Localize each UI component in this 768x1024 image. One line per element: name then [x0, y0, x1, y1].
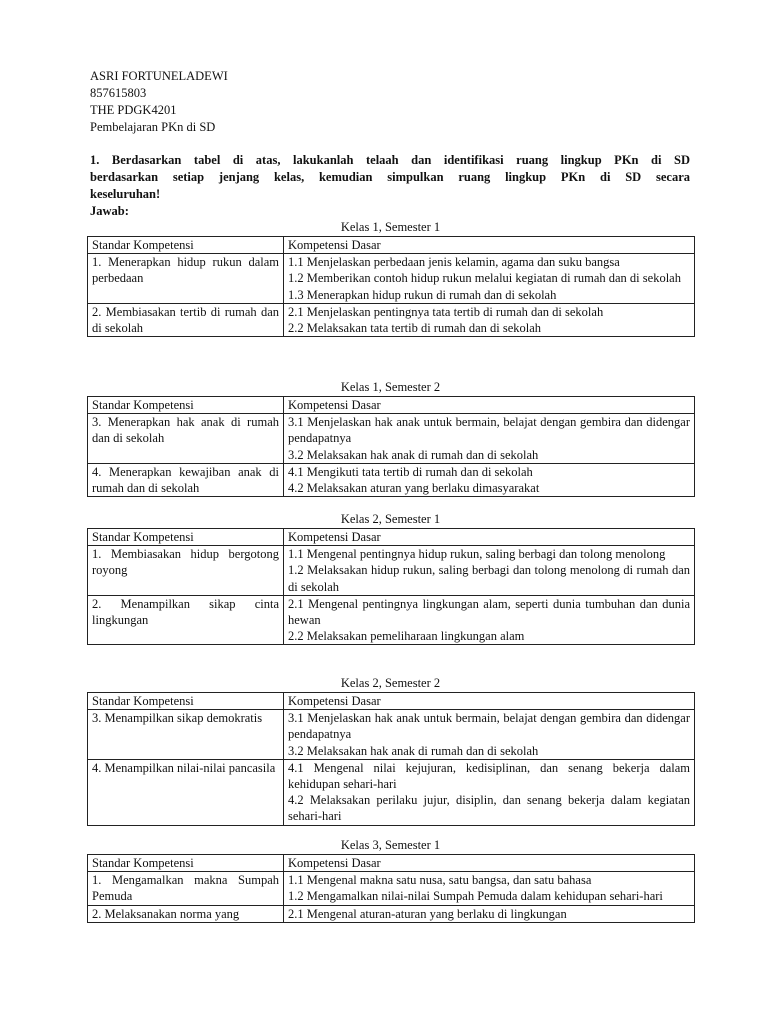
standar-kompetensi-cell: 2. Melaksanakan norma yang	[88, 905, 284, 922]
question-line: berdasarkan setiap jenjang kelas, kemudian simpulkan ruang lingkup PKn di SD secara	[90, 170, 690, 184]
kompetensi-dasar-item: 1.3 Menerapkan hidup rukun di rumah dan di sekolah	[288, 287, 557, 302]
kompetensi-dasar-item: 4.1 Mengikuti tata tertib di rumah dan di sekolah	[288, 464, 533, 479]
competency-table	[87, 854, 695, 923]
standar-kompetensi-cell: 2. Membiasakan tertib di rumah dan di sekolah	[88, 303, 284, 336]
kompetensi-dasar-item: 2.1 Mengenal aturan-aturan yang berlaku di lingkungan	[288, 906, 567, 921]
table-row	[88, 546, 695, 596]
kelas-table-block	[87, 379, 694, 497]
table-row	[88, 254, 695, 304]
kompetensi-dasar-cell	[284, 759, 695, 825]
kompetensi-dasar-item: 4.2 Melaksakan perilaku jujur, disiplin, dan senang bekerja dalam kegiatan sehari-hari	[288, 793, 690, 824]
kompetensi-dasar-item: 3.1 Menjelaskan hak anak untuk bermain, belajat dengan gembira dan didengar pendapatnya	[288, 415, 690, 446]
kompetensi-dasar-item: 2.2 Melaksakan tata tertib di rumah dan di sekolah	[288, 321, 542, 336]
kelas-table-block	[87, 511, 694, 645]
kelas-title: Kelas 2, Semester 2	[340, 676, 441, 690]
kompetensi-dasar-cell	[284, 905, 695, 922]
kompetensi-dasar-cell	[284, 463, 695, 496]
table-row	[88, 463, 695, 496]
kompetensi-dasar-cell	[284, 303, 695, 336]
kompetensi-dasar-cell	[284, 595, 695, 645]
kelas-title: Kelas 1, Semester 1	[340, 220, 441, 234]
standar-kompetensi-cell: 2. Menampilkan sikap cinta lingkungan	[88, 595, 284, 645]
table-row	[88, 303, 695, 336]
table-row	[88, 759, 695, 825]
kompetensi-dasar-item: 2.1 Menjelaskan pentingnya tata tertib di rumah dan di sekolah	[288, 304, 604, 319]
answer-label: Jawab:	[90, 204, 129, 218]
competency-table	[87, 692, 695, 826]
kelas-table-block	[87, 837, 694, 923]
kompetensi-dasar-cell	[284, 546, 695, 596]
table-row	[88, 710, 695, 760]
kompetensi-dasar-item: 3.1 Menjelaskan hak anak untuk bermain, belajat dengan gembira dan didengar pendapatnya	[288, 711, 690, 742]
table-row	[88, 414, 695, 464]
kompetensi-dasar-cell	[284, 872, 695, 905]
header-block	[90, 68, 690, 136]
standar-kompetensi-cell: 4. Menerapkan kewajiban anak di rumah dan di sekolah	[88, 463, 284, 496]
table-header-row	[88, 855, 695, 872]
header-standar-kompetensi: Standar Kompetensi	[88, 693, 284, 710]
kompetensi-dasar-cell	[284, 414, 695, 464]
standar-kompetensi-cell: 1. Mengamalkan makna Sumpah Pemuda	[88, 872, 284, 905]
question-line: 1. Berdasarkan tabel di atas, lakukanlah telaah dan identifikasi ruang lingkup PKn di SD	[90, 153, 690, 167]
student-id: 857615803	[90, 86, 147, 100]
subject-title: Pembelajaran PKn di SD	[90, 120, 216, 134]
kompetensi-dasar-item: 4.2 Melaksakan aturan yang berlaku dimasyarakat	[288, 481, 540, 496]
kompetensi-dasar-item: 1.1 Mengenal pentingnya hidup rukun, saling berbagi dan tolong menolong	[288, 547, 666, 562]
table-header-row	[88, 693, 695, 710]
kelas-title: Kelas 3, Semester 1	[340, 838, 441, 852]
header-standar-kompetensi: Standar Kompetensi	[88, 397, 284, 414]
competency-table	[87, 396, 695, 497]
table-row	[88, 595, 695, 645]
standar-kompetensi-cell: 3. Menampilkan sikap demokratis	[88, 710, 284, 760]
header-standar-kompetensi: Standar Kompetensi	[88, 237, 284, 254]
kompetensi-dasar-cell	[284, 254, 695, 304]
standar-kompetensi-cell: 3. Menerapkan hak anak di rumah dan di sekolah	[88, 414, 284, 464]
author-name: ASRI FORTUNELADEWI	[90, 69, 228, 83]
header-kompetensi-dasar: Kompetensi Dasar	[284, 237, 695, 254]
question-line: keseluruhan!	[90, 187, 161, 201]
kompetensi-dasar-item: 1.1 Mengenal makna satu nusa, satu bangsa, dan satu bahasa	[288, 873, 592, 888]
kelas-table-block	[87, 675, 694, 826]
kompetensi-dasar-item: 1.2 Mengamalkan nilai-nilai Sumpah Pemuda dalam kehidupan sehari-hari	[288, 889, 663, 904]
kompetensi-dasar-item: 1.2 Melaksakan hidup rukun, saling berbagi dan tolong menolong di rumah dan di sekolah	[288, 563, 690, 594]
table-header-row	[88, 529, 695, 546]
header-kompetensi-dasar: Kompetensi Dasar	[284, 529, 695, 546]
kompetensi-dasar-cell	[284, 710, 695, 760]
table-row	[88, 872, 695, 905]
table-row	[88, 905, 695, 922]
kompetensi-dasar-item: 2.2 Melaksakan pemeliharaan lingkungan alam	[288, 629, 525, 644]
standar-kompetensi-cell: 4. Menampilkan nilai-nilai pancasila	[88, 759, 284, 825]
standar-kompetensi-cell: 1. Menerapkan hidup rukun dalam perbedaan	[88, 254, 284, 304]
header-kompetensi-dasar: Kompetensi Dasar	[284, 855, 695, 872]
competency-table	[87, 528, 695, 645]
table-header-row	[88, 237, 695, 254]
kompetensi-dasar-item: 1.2 Memberikan contoh hidup rukun melalui kegiatan di rumah dan di sekolah	[288, 271, 681, 286]
question-block	[90, 152, 690, 220]
course-code: THE PDGK4201	[90, 103, 177, 117]
kelas-title: Kelas 2, Semester 1	[340, 512, 441, 526]
kelas-table-block	[87, 219, 694, 337]
header-kompetensi-dasar: Kompetensi Dasar	[284, 693, 695, 710]
kompetensi-dasar-item: 1.1 Menjelaskan perbedaan jenis kelamin, agama dan suku bangsa	[288, 255, 620, 270]
table-header-row	[88, 397, 695, 414]
kompetensi-dasar-item: 4.1 Mengenal nilai kejujuran, kedisiplinan, dan senang bekerja dalam kehidupan sehari-hari	[288, 760, 690, 792]
header-standar-kompetensi: Standar Kompetensi	[88, 529, 284, 546]
kelas-title: Kelas 1, Semester 2	[340, 380, 441, 394]
kompetensi-dasar-item: 2.1 Mengenal pentingnya lingkungan alam, seperti dunia tumbuhan dan dunia hewan	[288, 596, 690, 628]
kompetensi-dasar-item: 3.2 Melaksakan hak anak di rumah dan di sekolah	[288, 447, 539, 462]
standar-kompetensi-cell: 1. Membiasakan hidup bergotong royong	[88, 546, 284, 596]
kompetensi-dasar-item: 3.2 Melaksakan hak anak di rumah dan di sekolah	[288, 743, 539, 758]
header-kompetensi-dasar: Kompetensi Dasar	[284, 397, 695, 414]
competency-table	[87, 236, 695, 337]
header-standar-kompetensi: Standar Kompetensi	[88, 855, 284, 872]
